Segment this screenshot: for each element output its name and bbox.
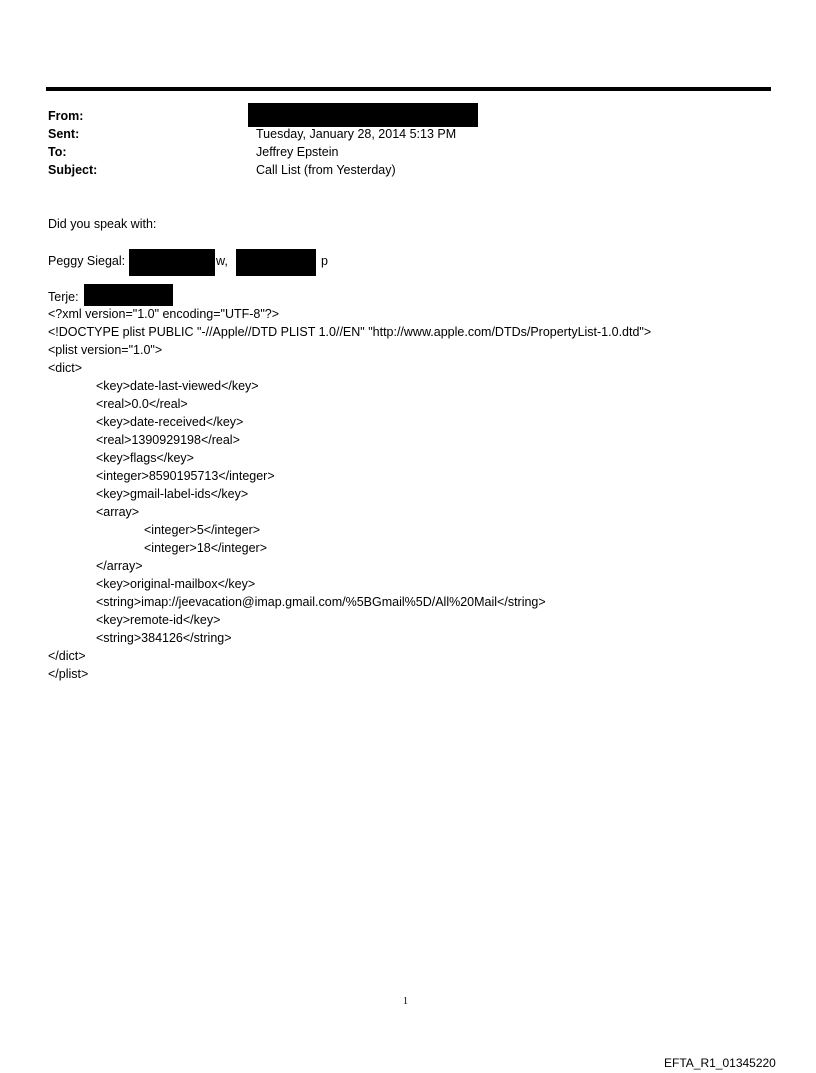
plist-line: <integer>18</integer> bbox=[144, 541, 268, 555]
to-value: Jeffrey Epstein bbox=[256, 145, 339, 159]
page-number: 1 bbox=[403, 996, 408, 1007]
plist-line: <key>gmail-label-ids</key> bbox=[96, 487, 249, 501]
sent-value: Tuesday, January 28, 2014 5:13 PM bbox=[256, 127, 457, 141]
terje-redaction bbox=[84, 284, 173, 306]
plist-line: <key>remote-id</key> bbox=[96, 613, 221, 627]
peggy-redaction-2 bbox=[236, 249, 316, 276]
plist-line: <!DOCTYPE plist PUBLIC "-//Apple//DTD PLIST 1.0//EN" "http://www.apple.com/DTDs/PropertyList-1.0.dtd"> bbox=[48, 325, 652, 339]
peggy-redaction-1 bbox=[129, 249, 215, 276]
plist-line: <real>0.0</real> bbox=[96, 397, 188, 411]
peggy-label: Peggy Siegal: bbox=[48, 254, 126, 268]
plist-line: <string>imap://jeevacation@imap.gmail.com/%5BGmail%5D/All%20Mail</string> bbox=[96, 595, 546, 609]
from-label: From: bbox=[48, 109, 84, 123]
to-label: To: bbox=[48, 145, 67, 159]
header-divider bbox=[46, 87, 771, 91]
peggy-end: p bbox=[321, 254, 328, 268]
subject-label: Subject: bbox=[48, 163, 98, 177]
plist-line: </array> bbox=[96, 559, 143, 573]
plist-line: <integer>5</integer> bbox=[144, 523, 261, 537]
from-redaction bbox=[248, 103, 478, 127]
plist-line: <string>384126</string> bbox=[96, 631, 232, 645]
sent-label: Sent: bbox=[48, 127, 80, 141]
plist-line: <key>date-received</key> bbox=[96, 415, 244, 429]
plist-line: <plist version="1.0"> bbox=[48, 343, 163, 357]
plist-line: <real>1390929198</real> bbox=[96, 433, 240, 447]
body-intro: Did you speak with: bbox=[48, 217, 157, 231]
plist-line: <?xml version="1.0" encoding="UTF-8"?> bbox=[48, 307, 280, 321]
bates-number: EFTA_R1_01345220 bbox=[664, 1056, 776, 1070]
plist-line: <array> bbox=[96, 505, 140, 519]
plist-line: <integer>8590195713</integer> bbox=[96, 469, 275, 483]
plist-line: <dict> bbox=[48, 361, 83, 375]
plist-line: </plist> bbox=[48, 667, 89, 681]
plist-line: </dict> bbox=[48, 649, 86, 663]
subject-value: Call List (from Yesterday) bbox=[256, 163, 396, 177]
terje-label: Terje: bbox=[48, 290, 79, 304]
plist-line: <key>flags</key> bbox=[96, 451, 194, 465]
plist-line: <key>original-mailbox</key> bbox=[96, 577, 256, 591]
plist-line: <key>date-last-viewed</key> bbox=[96, 379, 259, 393]
peggy-mid: w, bbox=[216, 254, 228, 268]
